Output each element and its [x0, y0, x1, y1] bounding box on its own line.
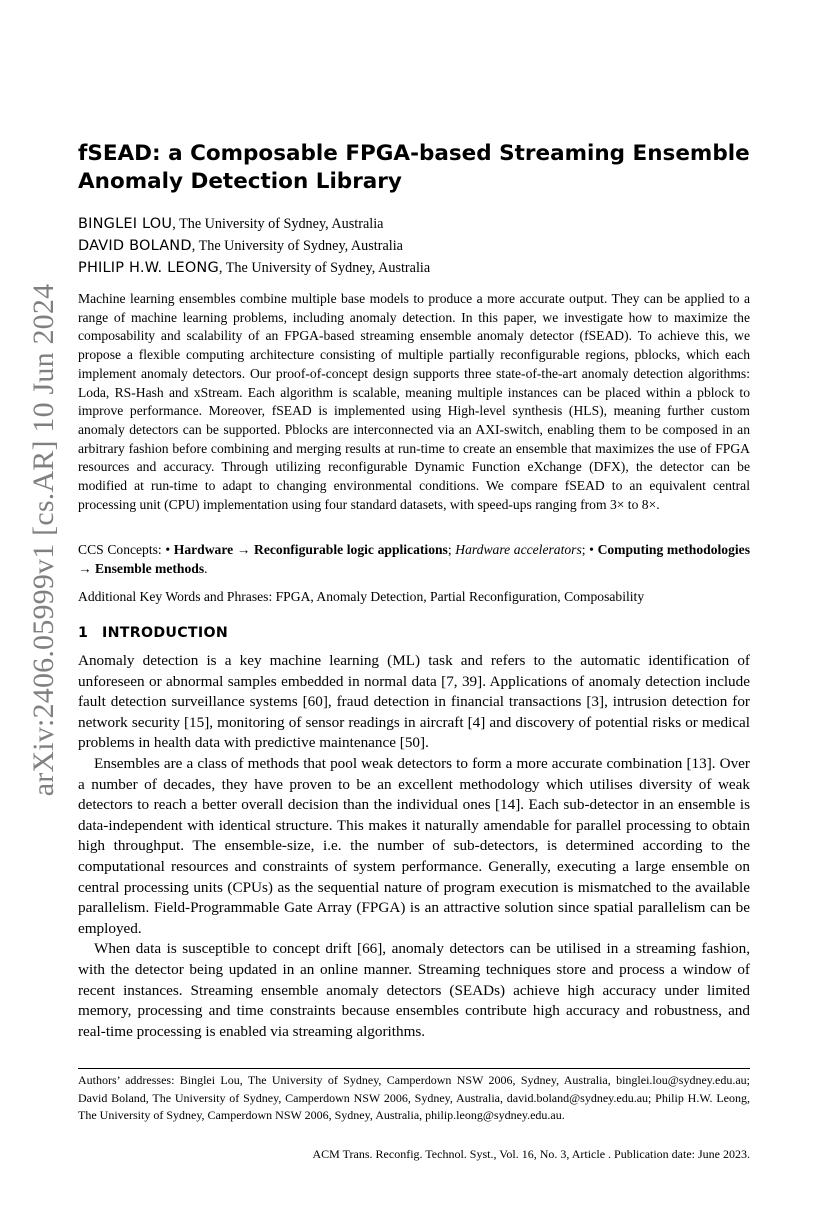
footnote-rule — [78, 1068, 750, 1069]
paragraph: Ensembles are a class of methods that pool weak detectors to form a more accurate combination [13]. Over a number of decades, they have proven to be an excellent methodology which utilises diversity of weak detectors to reach a better overall decision than the individual ones [14]. Each sub-detector in an ensemble is data-independent with identical structure. This makes it naturally amendable for parallel processing to obtain high throughput. The ensemble-size, i.e. the number of sub-detectors, is determined according to the computational resources and constraints of system performance. Generally, executing a large ensemble on central processing units (CPUs) as the sequential nature of program execution is mismatched to the available parallelism. Field-Programmable Gate Array (FPGA) is an attractive solution since spatial parallelism can be employed. — [78, 754, 750, 937]
author-affiliation: , The University of Sydney, Australia — [172, 216, 384, 232]
author-line — [78, 213, 750, 235]
introduction-text — [78, 651, 750, 1042]
ccs-prefix: CCS Concepts: • — [78, 542, 174, 557]
ccs-concept: Computing methodologies → Ensemble methods — [78, 542, 750, 576]
ccs-end: . — [204, 560, 208, 576]
keywords: Additional Key Words and Phrases: FPGA, Anomaly Detection, Partial Reconfiguration, Composability — [78, 589, 645, 604]
author-line — [78, 235, 750, 257]
author-name: DAVID BOLAND — [78, 238, 192, 254]
ccs-separator: ; — [447, 542, 456, 557]
author-affiliation: , The University of Sydney, Australia — [191, 238, 403, 254]
paragraph: Anomaly detection is a key machine learning (ML) task and refers to the automatic identification of unforeseen or abnormal samples embedded in normal data [7, 39]. Applications of anomaly detection include fault detection surveillance systems [60], fraud detection in financial transactions [3], intrusion detection for network security [15], monitoring of sensor readings in aircraft [4] and discovery of potential risks or medical problems in health data with predictive maintenance [50]. — [78, 652, 750, 752]
section-title: INTRODUCTION — [102, 625, 229, 641]
running-footer: ACM Trans. Reconfig. Technol. Syst., Vol. 16, No. 3, Article . Publication date: June 2023. — [312, 1147, 750, 1161]
author-name: PHILIP H.W. LEONG — [78, 260, 219, 276]
abstract: Machine learning ensembles combine multiple base models to produce a more accurate output. They can be applied to a range of machine learning problems, including anomaly detection. In this paper, we investigate how to maximize the composability and scalability of an FPGA-based streaming ensemble anomaly detector (fSEAD). To achieve this, we propose a flexible computing architecture consisting of multiple partially reconfigurable regions, pblocks, which each implement anomaly detectors. Our proof-of-concept design supports three state-of-the-art anomaly detection algorithms: Loda, RS-Hash and xStream. Each algorithm is scalable, meaning multiple instances can be placed within a pblock to improve performance. Moreover, fSEAD is implemented using High-level synthesis (HLS), meaning further custom anomaly detectors can be supported. Pblocks are interconnected via an AXI-switch, enabling them to be composed in an arbitrary fashion before combining and merging results at run-time to create an ensemble that maximizes the use of FPGA resources and accuracy. Through utilizing reconfigurable Dynamic Function eXchange (DFX), the detector can be modified at run-time to adapt to changing environmental conditions. We compare fSEAD to an equivalent central processing unit (CPU) implementation using four standard datasets, with speed-ups ranging from 3× to 8×. — [78, 291, 750, 512]
author-line — [78, 257, 750, 279]
ccs-concepts — [78, 541, 750, 578]
section-heading — [78, 625, 228, 641]
paper-title: fSEAD: a Composable FPGA-based Streaming Ensemble Anomaly Detection Library — [78, 141, 750, 194]
arxiv-id: arXiv:2406.05999v1 [cs.AR] 10 Jun 2024 — [27, 283, 60, 797]
author-name: BINGLEI LOU — [78, 216, 173, 232]
author-addresses-footnote: Authors’ addresses: Binglei Lou, The University of Sydney, Camperdown NSW 2006, Sydney, Australia, binglei.lou@sydney.edu.au; David Boland, The University of Sydney, Camperdown NSW 2006, Sydney, Australia, david.boland@sydney.edu.au; Philip H.W. Leong, The University of Sydney, Camperdown NSW 2006, Sydney, Australia, philip.leong@sydney.edu.au. — [78, 1073, 750, 1122]
ccs-concept: Hardware accelerators — [455, 542, 582, 557]
arxiv-watermark — [20, 240, 68, 840]
ccs-concept: Hardware → Reconfigurable logic applications — [173, 542, 448, 557]
author-affiliation: , The University of Sydney, Australia — [218, 260, 431, 276]
section-number: 1 — [78, 625, 89, 641]
paragraph: When data is susceptible to concept drift [66], anomaly detectors can be utilised in a streaming fashion, with the detector being updated in an online manner. Streaming techniques store and process a window of recent instances. Streaming ensemble anomaly detectors (SEADs) achieve high accuracy under limited memory, processing and time constraints because ensembles contribute high accuracy and robustness, and real-time processing is enabled via streaming algorithms. — [78, 940, 750, 1040]
author-list — [78, 213, 750, 279]
ccs-separator: ; • — [581, 542, 598, 557]
